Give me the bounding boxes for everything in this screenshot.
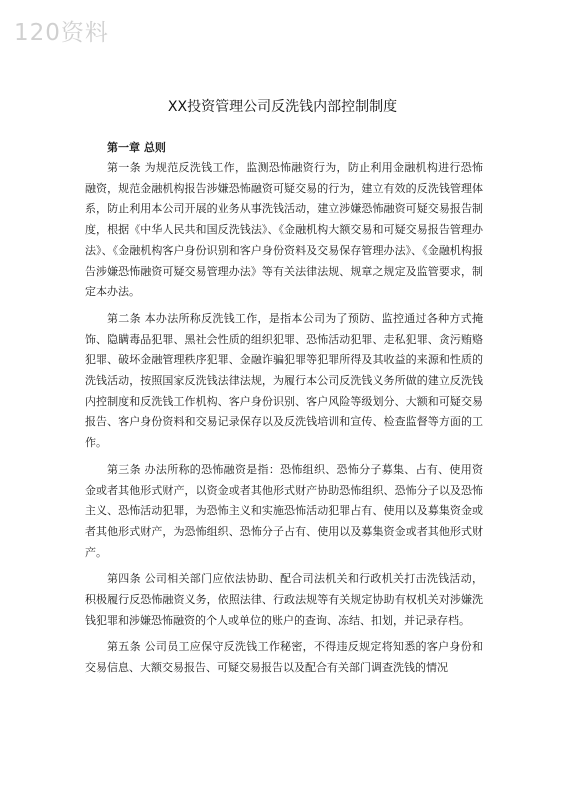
article-paragraph-4: 第四条 公司相关部门应依法协助、配合司法机关和行政机关打击洗钱活动，积极履行反恐怖融资义务，依照法律、行政法规等有关规定协助有权机关对涉嫌洗钱犯罪和涉嫌恐怖融资的个人或单位的账户的查询、冻结、扣划，并记录存档。 [85, 572, 483, 627]
document-title: XX投资管理公司反洗钱内部控制制度 [167, 99, 398, 115]
document-body [85, 138, 483, 685]
article-paragraph-2: 第二条 本办法所称反洗钱工作，是指本公司为了预防、监控通过各种方式掩饰、隐瞒毒品犯罪、黑社会性质的组织犯罪、恐怖活动犯罪、走私犯罪、贪污贿赂犯罪、破坏金融管理秩序犯罪、金融诈骗犯罪等犯罪所得及其收益的来源和性质的洗钱活动，按照国家反洗钱法律法规，为履行本公司反洗钱义务所做的建立反洗钱内控制度和反洗钱工作机构、客户身份识别、客户风险等级划分、大额和可疑交易报告、客户身份资料和交易记录保存以及反洗钱培训和宣传、检查监督等方面的工作。 [85, 311, 483, 450]
chapter-heading: 第一章 总则 [107, 141, 166, 154]
article-paragraph-5: 第五条 公司员工应保守反洗钱工作秘密，不得违反规定将知悉的客户身份和交易信息、大额交易报告、可疑交易报告以及配合有关部门调查洗钱的情况 [85, 640, 483, 675]
watermark-logo: 120资料 [14, 20, 109, 46]
article-paragraph-1: 第一条 为规范反洗钱工作，监测恐怖融资行为，防止利用金融机构进行恐怖融资，规范金融机构报告涉嫌恐怖融资可疑交易的行为，建立有效的反洗钱管理体系，防止利用本公司开展的业务从事洗钱活动，建立涉嫌恐怖融资可疑交易报告制度，根据《中华人民共和国反洗钱法》、《金融机构大额交易和可疑交易报告管理办法》、《金融机构客户身份识别和客户身份资料及交易保存管理办法》、《金融机构报告涉嫌恐怖融资可疑交易管理办法》等有关法律法规、规章之规定及监管要求，制定本办法。 [85, 161, 483, 299]
article-paragraph-3: 第三条 办法所称的恐怖融资是指：恐怖组织、恐怖分子募集、占有、使用资金或者其他形式财产，以资金或者其他形式财产协助恐怖组织、恐怖分子以及恐怖主义、恐怖活动犯罪，为恐怖主义和实施恐怖活动犯罪占有、使用以及募集资金或者其他形式财产，为恐怖组织、恐怖分子占有、使用以及募集资金或者其他形式财产。 [85, 462, 483, 559]
